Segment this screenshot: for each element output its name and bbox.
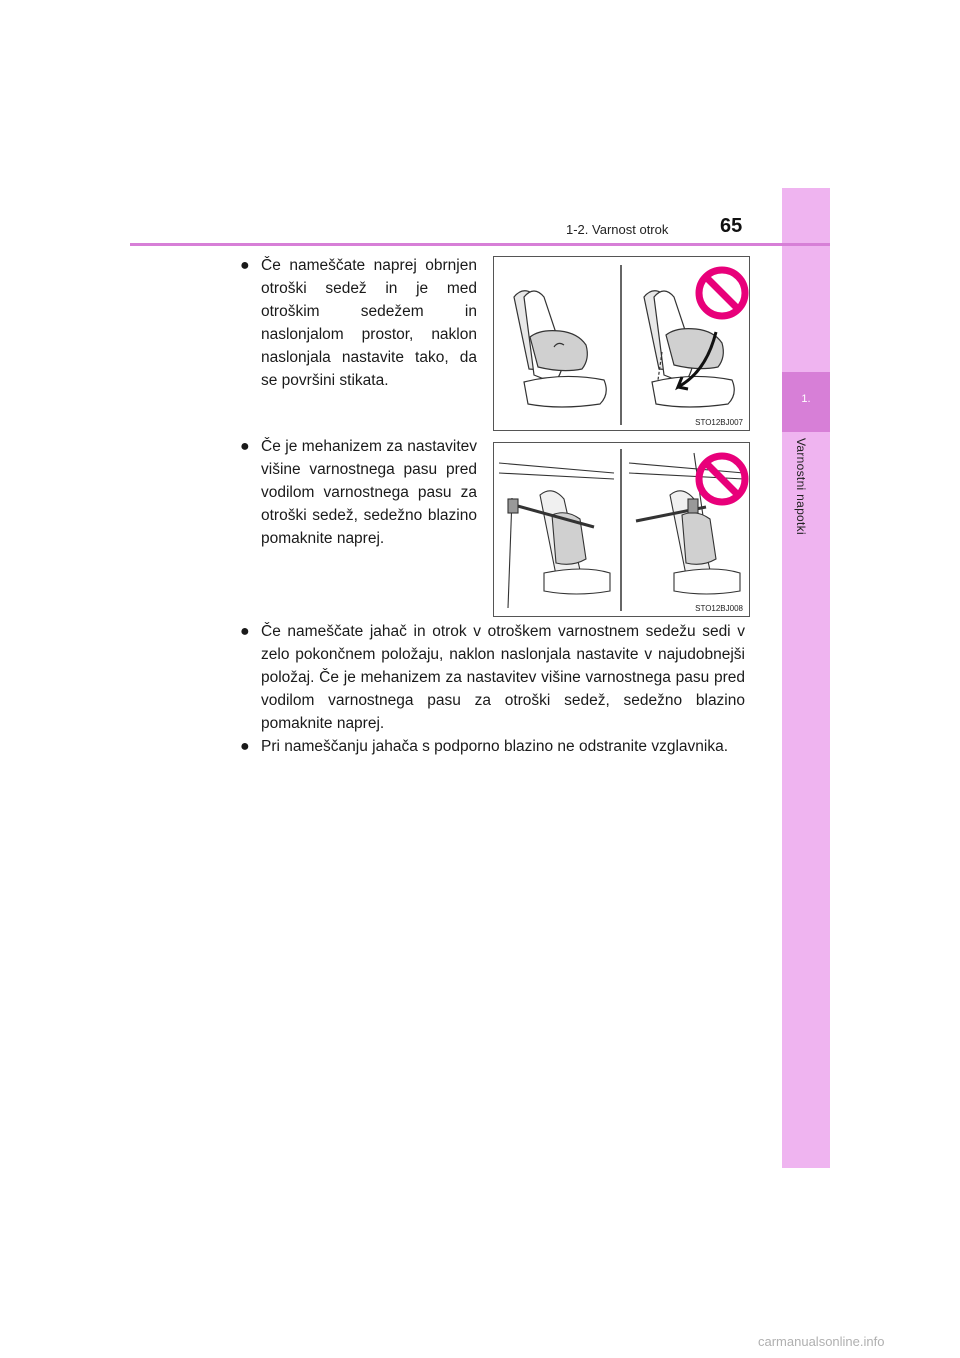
- car-interior-right: [629, 453, 744, 594]
- bullet-item: [240, 254, 477, 392]
- bullet-item: [240, 735, 745, 758]
- prohibited-icon: [699, 270, 745, 316]
- watermark-logo: carmanualsonline.info: [758, 1334, 885, 1349]
- figure-belt-height: [493, 442, 750, 617]
- seat-recline-illustration: [494, 257, 749, 430]
- side-tab: [782, 188, 830, 1168]
- bullet-icon: ●: [240, 623, 250, 640]
- figure-code: STO12BJ007: [695, 418, 743, 427]
- seat-left: [514, 291, 606, 407]
- bullet-text: Pri nameščanju jahača s podporno blazino ne odstranite vzglavnika.: [261, 738, 729, 755]
- bullet-text: Če je mehanizem za nastavitev višine varnostnega pasu pred vodilom varnostnega pasu za otroški sedež, sedežno blazino pomaknite naprej.: [261, 438, 477, 547]
- figure-code: STO12BJ008: [695, 604, 743, 613]
- bullet-text: Če nameščate jahač in otrok v otroškem varnostnem sedežu sedi v zelo pokončnem položaju, naklon naslonjala nastavite v najudobnejši položaj. Če je mehanizem za nastavitev višine varnostnega pasu pred vodilom varnostnega pasu za otroški sedež, sedežno blazino pomaknite naprej.: [261, 623, 745, 732]
- page-number: 65: [720, 215, 743, 237]
- belt-height-illustration: [494, 443, 749, 616]
- figure-seat-recline: [493, 256, 750, 431]
- car-interior-left: [499, 463, 614, 608]
- seat-right: [644, 291, 734, 407]
- bullet-icon: ●: [240, 257, 250, 274]
- bullet-item: [240, 435, 477, 550]
- section-title: 1-2. Varnost otrok: [566, 222, 669, 237]
- bullet-item: [240, 620, 745, 735]
- bullet-icon: ●: [240, 738, 250, 755]
- bullet-icon: ●: [240, 438, 250, 455]
- side-tab-label: Varnostni napotki: [794, 438, 808, 535]
- header-rule: [130, 243, 830, 246]
- bullet-text: Če nameščate naprej obrnjen otroški sedež in je med otroškim sedežem in naslonjalom prostor, naklon naslonjala nastavite tako, da se površini stikata.: [261, 257, 477, 389]
- side-tab-chapter-number: 1.: [801, 393, 811, 405]
